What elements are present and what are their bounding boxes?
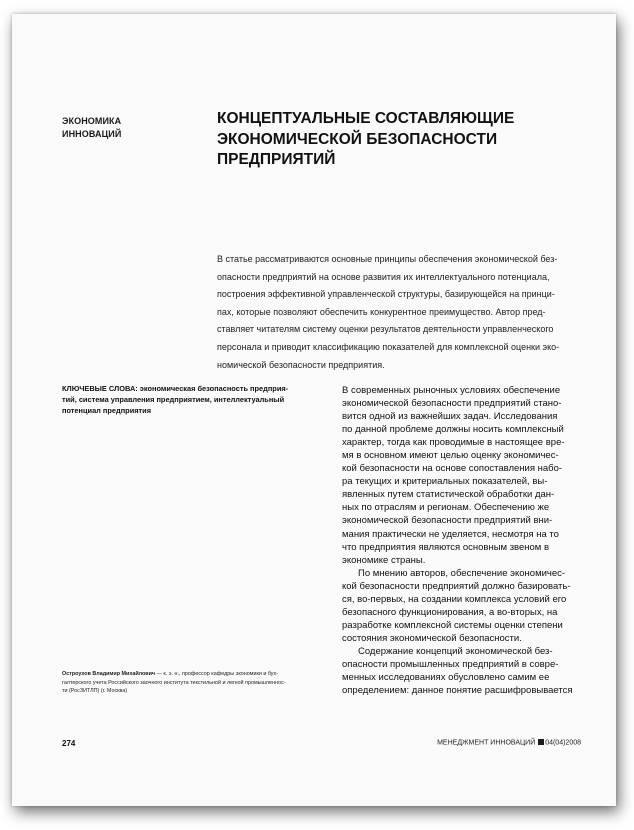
body-line: кой безопасности на основе сопоставления набо- — [342, 463, 563, 475]
title-line: КОНЦЕПТУАЛЬНЫЕ СОСТАВЛЯЮЩИЕ — [217, 110, 515, 127]
body-line: В современных рыночных условиях обеспечение — [342, 385, 561, 396]
body-line: мя в основном имеют целью оценку экономичес- — [342, 450, 559, 462]
journal-footer — [437, 739, 581, 747]
body-line: кой безопасности предприятий должно базировать- — [342, 580, 571, 592]
abstract-line: номической безопасности предприятия. — [217, 359, 385, 370]
keywords — [62, 384, 312, 416]
section-label-line: ИННОВАЦИЙ — [62, 129, 122, 139]
body-line: экономической безопасности предприятий стано- — [342, 398, 562, 410]
square-bullet-icon — [538, 739, 544, 745]
body-line: ных по отраслям и регионам. Обеспечению же — [342, 502, 550, 514]
body-line: Содержание концепций экономической без- — [358, 645, 553, 657]
abstract-line: персонала и приводит классификацию показателей для комплексной оценки эко- — [217, 341, 560, 352]
body-line: разработке комплексной системы оценки степени — [342, 619, 563, 631]
body-line: явленных путем статистической обработки дан- — [342, 489, 555, 501]
body-line: экономике страны. — [342, 554, 426, 566]
body-line: вится одной из важнейших задач. Исследования — [342, 411, 558, 423]
author-line: ти (РосЗИТЛП) (г. Москва) — [62, 688, 128, 694]
journal-issue: 04(04)2008 — [545, 739, 581, 747]
body-line: По мнению авторов, обеспечение экономичес- — [358, 567, 566, 579]
author-line: галтерского учета Российского заочного института текстильной и легкой промышленнос- — [62, 679, 286, 686]
section-label-line: ЭКОНОМИКА — [62, 116, 122, 126]
title-line: ПРЕДПРИЯТИЙ — [217, 151, 336, 168]
section-label — [62, 115, 172, 141]
body-line: экономической безопасности предприятий вни- — [342, 515, 553, 527]
body-line: определением: данное понятие расшифровывается — [342, 685, 573, 697]
body-line: что предприятия являются основным звеном в — [342, 541, 550, 553]
author-credentials: — к. э. н., профессор кафедры экономики и бух- — [155, 671, 278, 677]
keywords-line: КЛЮЧЕВЫЕ СЛОВА: экономическая безопасность предприя- — [62, 384, 289, 393]
body-line: ся, во-первых, на создании комплекса условий его — [342, 593, 567, 605]
title-line: ЭКОНОМИЧЕСКОЙ БЕЗОПАСНОСТИ — [217, 130, 498, 148]
abstract-line: пах, которые позволяют обеспечить конкурентное преимущество. Автор пред- — [217, 306, 546, 317]
page-number: 274 — [62, 739, 76, 748]
body-line: состояния экономической безопасности. — [342, 632, 522, 644]
abstract-line: построения эффективной управленческой структуры, базирующейся на принци- — [217, 289, 555, 300]
body-line: характер, тогда как проводимые в настоящее вре- — [342, 437, 565, 449]
keywords-line: тий, система управления предприятием, интеллектуальный — [62, 394, 285, 404]
abstract-line: опасности предприятий на основе развития их интеллектуального потенциала, — [217, 271, 550, 282]
author-line — [62, 670, 322, 679]
body-line: менных исследованиях обусловлено самим ее — [342, 672, 550, 684]
body-line: безопасного функционирования, а во-вторых, на — [342, 606, 558, 618]
journal-name: МЕНЕДЖМЕНТ ИННОВАЦИЙ — [437, 739, 536, 747]
body-text — [342, 384, 607, 697]
article-title — [217, 109, 577, 171]
keywords-line: потенциал предприятия — [62, 405, 152, 415]
abstract-line: В статье рассматриваются основные принципы обеспечения экономической без- — [217, 254, 558, 264]
abstract-line: ставляет читателям систему оценки результатов деятельности управленческого — [217, 324, 554, 335]
journal-page — [12, 14, 616, 806]
body-line: мания практически не уделяется, несмотря на то — [342, 528, 559, 540]
body-line: по данной проблеме должны носить комплексный — [342, 424, 564, 436]
body-line: опасности промышленных предприятий в совре- — [342, 658, 559, 670]
body-line: ра текущих и критериальных показателей, вы- — [342, 476, 548, 488]
abstract — [217, 251, 592, 374]
author-name: Остроухов Владимир Михайлович — [62, 671, 156, 677]
author-note — [62, 670, 322, 696]
